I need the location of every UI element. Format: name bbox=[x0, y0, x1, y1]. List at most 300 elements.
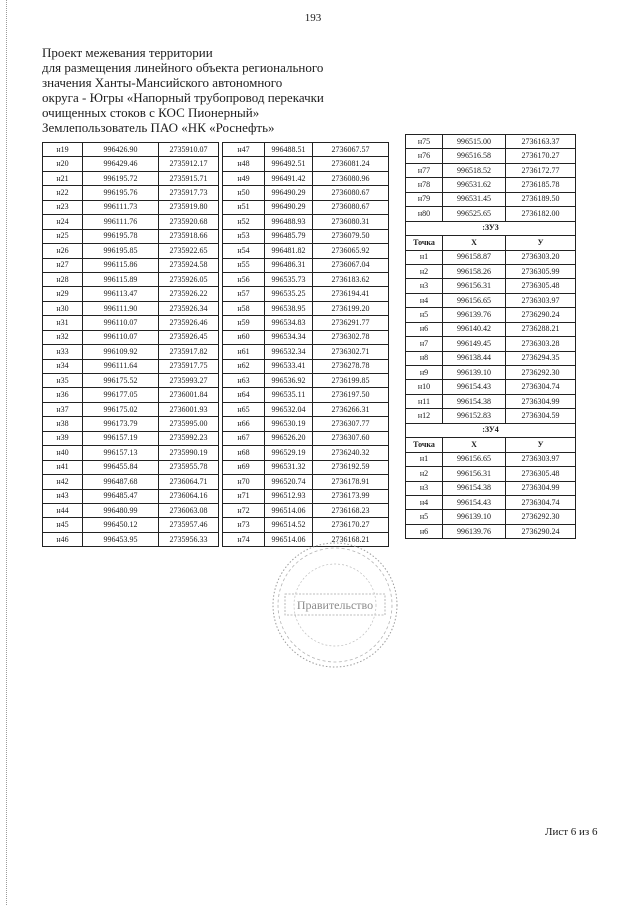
point-label: н11 bbox=[406, 394, 443, 408]
x-coordinate: 996485.79 bbox=[265, 229, 313, 243]
y-coordinate: 2735926.34 bbox=[159, 301, 219, 315]
column-header: Точка bbox=[406, 236, 443, 250]
y-coordinate: 2736172.77 bbox=[506, 163, 576, 177]
table-row bbox=[43, 215, 219, 229]
x-coordinate: 996534.83 bbox=[265, 316, 313, 330]
table-row bbox=[223, 258, 389, 272]
point-label: н47 bbox=[223, 143, 265, 157]
point-label: н65 bbox=[223, 402, 265, 416]
table-row bbox=[43, 532, 219, 546]
point-label: н33 bbox=[43, 345, 83, 359]
y-coordinate: 2736307.60 bbox=[313, 431, 389, 445]
x-coordinate: 996487.68 bbox=[83, 475, 159, 489]
table-row bbox=[223, 157, 389, 171]
column-header: Точка bbox=[406, 438, 443, 452]
point-label: н24 bbox=[43, 215, 83, 229]
point-label: н6 bbox=[406, 322, 443, 336]
point-label: н20 bbox=[43, 157, 83, 171]
y-coordinate: 2736199.85 bbox=[313, 374, 389, 388]
y-coordinate: 2736303.28 bbox=[506, 337, 576, 351]
table-row bbox=[406, 524, 576, 538]
y-coordinate: 2736168.23 bbox=[313, 503, 389, 517]
x-coordinate: 996156.65 bbox=[443, 293, 506, 307]
point-label: н27 bbox=[43, 258, 83, 272]
x-coordinate: 996158.26 bbox=[443, 264, 506, 278]
x-coordinate: 996115.86 bbox=[83, 258, 159, 272]
point-label: н32 bbox=[43, 330, 83, 344]
y-coordinate: 2736080.96 bbox=[313, 171, 389, 185]
y-coordinate: 2736183.62 bbox=[313, 272, 389, 286]
point-label: н79 bbox=[406, 192, 443, 206]
y-coordinate: 2736302.71 bbox=[313, 345, 389, 359]
x-coordinate: 996532.34 bbox=[265, 345, 313, 359]
x-coordinate: 996526.20 bbox=[265, 431, 313, 445]
point-label: н52 bbox=[223, 215, 265, 229]
table-row bbox=[223, 330, 389, 344]
table-row bbox=[43, 388, 219, 402]
table-row bbox=[43, 402, 219, 416]
x-coordinate: 996110.07 bbox=[83, 316, 159, 330]
table-row bbox=[406, 495, 576, 509]
point-label: н48 bbox=[223, 157, 265, 171]
y-coordinate: 2735926.22 bbox=[159, 287, 219, 301]
x-coordinate: 996173.79 bbox=[83, 417, 159, 431]
x-coordinate: 996139.10 bbox=[443, 510, 506, 524]
table-row bbox=[43, 186, 219, 200]
x-coordinate: 996158.87 bbox=[443, 250, 506, 264]
header-line: значения Ханты-Мансийского автономного bbox=[42, 75, 283, 90]
point-label: н44 bbox=[43, 503, 83, 517]
y-coordinate: 2736304.59 bbox=[506, 409, 576, 423]
point-label: н22 bbox=[43, 186, 83, 200]
y-coordinate: 2736307.77 bbox=[313, 417, 389, 431]
y-coordinate: 2736067.57 bbox=[313, 143, 389, 157]
table-row bbox=[43, 374, 219, 388]
y-coordinate: 2736197.50 bbox=[313, 388, 389, 402]
x-coordinate: 996111.90 bbox=[83, 301, 159, 315]
point-label: н70 bbox=[223, 475, 265, 489]
point-label: н41 bbox=[43, 460, 83, 474]
official-seal bbox=[265, 535, 405, 675]
x-coordinate: 996154.38 bbox=[443, 481, 506, 495]
y-coordinate: 2736192.59 bbox=[313, 460, 389, 474]
y-coordinate: 2735924.58 bbox=[159, 258, 219, 272]
y-coordinate: 2736302.78 bbox=[313, 330, 389, 344]
x-coordinate: 996157.13 bbox=[83, 446, 159, 460]
y-coordinate: 2735993.27 bbox=[159, 374, 219, 388]
y-coordinate: 2736001.84 bbox=[159, 388, 219, 402]
y-coordinate: 2736001.93 bbox=[159, 402, 219, 416]
point-label: н4 bbox=[406, 495, 443, 509]
header-line: Проект межевания территории bbox=[42, 45, 213, 60]
x-coordinate: 996534.34 bbox=[265, 330, 313, 344]
x-coordinate: 996156.65 bbox=[443, 452, 506, 466]
x-coordinate: 996138.44 bbox=[443, 351, 506, 365]
section-heading-row bbox=[406, 221, 576, 235]
table-row bbox=[43, 258, 219, 272]
point-label: н6 bbox=[406, 524, 443, 538]
y-coordinate: 2736178.91 bbox=[313, 475, 389, 489]
table-row bbox=[223, 388, 389, 402]
x-coordinate: 996115.89 bbox=[83, 272, 159, 286]
x-coordinate: 996516.58 bbox=[443, 149, 506, 163]
y-coordinate: 2735920.68 bbox=[159, 215, 219, 229]
table-row bbox=[43, 272, 219, 286]
x-coordinate: 996156.31 bbox=[443, 467, 506, 481]
table-row bbox=[43, 345, 219, 359]
x-coordinate: 996429.46 bbox=[83, 157, 159, 171]
point-label: н9 bbox=[406, 366, 443, 380]
point-label: н37 bbox=[43, 402, 83, 416]
table-row bbox=[406, 366, 576, 380]
table-row bbox=[43, 229, 219, 243]
section-heading-row bbox=[406, 423, 576, 437]
sheet-counter: Лист 6 из 6 bbox=[545, 826, 598, 838]
table-row bbox=[406, 409, 576, 423]
table-row bbox=[223, 503, 389, 517]
point-label: н45 bbox=[43, 518, 83, 532]
x-coordinate: 996111.76 bbox=[83, 215, 159, 229]
x-coordinate: 996140.42 bbox=[443, 322, 506, 336]
table-row bbox=[43, 475, 219, 489]
table-row bbox=[223, 374, 389, 388]
table-row bbox=[406, 135, 576, 149]
table-row bbox=[406, 351, 576, 365]
point-label: н28 bbox=[43, 272, 83, 286]
point-label: н3 bbox=[406, 481, 443, 495]
x-coordinate: 996453.95 bbox=[83, 532, 159, 546]
point-label: н50 bbox=[223, 186, 265, 200]
table-row bbox=[406, 510, 576, 524]
page-number: 193 bbox=[304, 12, 322, 24]
x-coordinate: 996525.65 bbox=[443, 207, 506, 221]
x-coordinate: 996514.06 bbox=[265, 503, 313, 517]
point-label: н43 bbox=[43, 489, 83, 503]
x-coordinate: 996535.25 bbox=[265, 287, 313, 301]
landowner-line: Землепользователь ПАО «НК «Роснефть» bbox=[42, 120, 275, 135]
table-row bbox=[43, 287, 219, 301]
y-coordinate: 2735926.05 bbox=[159, 272, 219, 286]
point-label: н29 bbox=[43, 287, 83, 301]
coordinates-table-middle bbox=[222, 142, 389, 547]
point-label: н3 bbox=[406, 279, 443, 293]
y-coordinate: 2736304.74 bbox=[506, 495, 576, 509]
x-coordinate: 996113.47 bbox=[83, 287, 159, 301]
x-coordinate: 996533.41 bbox=[265, 359, 313, 373]
y-coordinate: 2736170.27 bbox=[313, 518, 389, 532]
x-coordinate: 996512.93 bbox=[265, 489, 313, 503]
point-label: н30 bbox=[43, 301, 83, 315]
x-coordinate: 996536.92 bbox=[265, 374, 313, 388]
table-row bbox=[406, 149, 576, 163]
x-coordinate: 996488.93 bbox=[265, 215, 313, 229]
y-coordinate: 2736168.21 bbox=[313, 532, 389, 546]
x-coordinate: 996455.84 bbox=[83, 460, 159, 474]
x-coordinate: 996535.73 bbox=[265, 272, 313, 286]
y-coordinate: 2736163.37 bbox=[506, 135, 576, 149]
table-row bbox=[223, 143, 389, 157]
point-label: н4 bbox=[406, 293, 443, 307]
x-coordinate: 996109.92 bbox=[83, 345, 159, 359]
point-label: н58 bbox=[223, 301, 265, 315]
x-coordinate: 996111.64 bbox=[83, 359, 159, 373]
point-label: н36 bbox=[43, 388, 83, 402]
point-label: н53 bbox=[223, 229, 265, 243]
y-coordinate: 2735926.46 bbox=[159, 316, 219, 330]
table-row bbox=[43, 431, 219, 445]
y-coordinate: 2736292.30 bbox=[506, 366, 576, 380]
y-coordinate: 2736303.20 bbox=[506, 250, 576, 264]
point-label: н75 bbox=[406, 135, 443, 149]
point-label: н21 bbox=[43, 171, 83, 185]
x-coordinate: 996139.10 bbox=[443, 366, 506, 380]
column-header: У bbox=[506, 438, 576, 452]
point-label: н26 bbox=[43, 244, 83, 258]
point-label: н62 bbox=[223, 359, 265, 373]
document-header bbox=[42, 45, 382, 135]
x-coordinate: 996139.76 bbox=[443, 308, 506, 322]
table-row bbox=[43, 489, 219, 503]
point-label: н35 bbox=[43, 374, 83, 388]
table-row bbox=[43, 316, 219, 330]
table-row bbox=[406, 452, 576, 466]
table-row bbox=[223, 200, 389, 214]
y-coordinate: 2736199.20 bbox=[313, 301, 389, 315]
column-header: У bbox=[506, 236, 576, 250]
x-coordinate: 996531.45 bbox=[443, 192, 506, 206]
x-coordinate: 996532.04 bbox=[265, 402, 313, 416]
x-coordinate: 996480.99 bbox=[83, 503, 159, 517]
x-coordinate: 996481.82 bbox=[265, 244, 313, 258]
x-coordinate: 996152.83 bbox=[443, 409, 506, 423]
table-row bbox=[223, 518, 389, 532]
x-coordinate: 996110.07 bbox=[83, 330, 159, 344]
x-coordinate: 996531.62 bbox=[443, 178, 506, 192]
x-coordinate: 996529.19 bbox=[265, 446, 313, 460]
point-label: н74 bbox=[223, 532, 265, 546]
table-row bbox=[43, 446, 219, 460]
x-coordinate: 996520.74 bbox=[265, 475, 313, 489]
table-row bbox=[43, 244, 219, 258]
x-coordinate: 996518.52 bbox=[443, 163, 506, 177]
table-row bbox=[43, 157, 219, 171]
coordinates-table-left bbox=[42, 142, 219, 547]
y-coordinate: 2736303.97 bbox=[506, 293, 576, 307]
point-label: н7 bbox=[406, 337, 443, 351]
y-coordinate: 2735918.66 bbox=[159, 229, 219, 243]
header-line: для размещения линейного объекта регионального bbox=[42, 60, 324, 75]
section-heading: :ЗУ4 bbox=[406, 423, 576, 437]
y-coordinate: 2736170.27 bbox=[506, 149, 576, 163]
table-row bbox=[406, 467, 576, 481]
x-coordinate: 996490.29 bbox=[265, 200, 313, 214]
y-coordinate: 2736063.08 bbox=[159, 503, 219, 517]
point-label: н39 bbox=[43, 431, 83, 445]
table-row bbox=[223, 244, 389, 258]
table-row bbox=[223, 359, 389, 373]
point-label: н2 bbox=[406, 467, 443, 481]
x-coordinate: 996450.12 bbox=[83, 518, 159, 532]
point-label: н57 bbox=[223, 287, 265, 301]
y-coordinate: 2735956.33 bbox=[159, 532, 219, 546]
table-row bbox=[43, 330, 219, 344]
x-coordinate: 996538.95 bbox=[265, 301, 313, 315]
point-label: н59 bbox=[223, 316, 265, 330]
y-coordinate: 2735990.19 bbox=[159, 446, 219, 460]
table-row bbox=[223, 417, 389, 431]
y-coordinate: 2736304.99 bbox=[506, 481, 576, 495]
point-label: н54 bbox=[223, 244, 265, 258]
table-row bbox=[223, 345, 389, 359]
point-label: н2 bbox=[406, 264, 443, 278]
y-coordinate: 2736173.99 bbox=[313, 489, 389, 503]
table-row bbox=[406, 178, 576, 192]
y-coordinate: 2736081.24 bbox=[313, 157, 389, 171]
table-row bbox=[406, 322, 576, 336]
table-row bbox=[406, 337, 576, 351]
point-label: н63 bbox=[223, 374, 265, 388]
table-row bbox=[223, 215, 389, 229]
y-coordinate: 2736064.71 bbox=[159, 475, 219, 489]
x-coordinate: 996154.43 bbox=[443, 380, 506, 394]
coordinates-table-right bbox=[405, 134, 576, 539]
table-row bbox=[43, 171, 219, 185]
y-coordinate: 2736240.32 bbox=[313, 446, 389, 460]
table-row bbox=[406, 293, 576, 307]
y-coordinate: 2736080.67 bbox=[313, 186, 389, 200]
x-coordinate: 996486.31 bbox=[265, 258, 313, 272]
x-coordinate: 996485.47 bbox=[83, 489, 159, 503]
table-row bbox=[223, 475, 389, 489]
y-coordinate: 2736288.21 bbox=[506, 322, 576, 336]
table-row bbox=[223, 460, 389, 474]
point-label: н71 bbox=[223, 489, 265, 503]
y-coordinate: 2735919.80 bbox=[159, 200, 219, 214]
y-coordinate: 2736278.78 bbox=[313, 359, 389, 373]
x-coordinate: 996156.31 bbox=[443, 279, 506, 293]
x-coordinate: 996195.76 bbox=[83, 186, 159, 200]
x-coordinate: 996491.42 bbox=[265, 171, 313, 185]
x-coordinate: 996175.52 bbox=[83, 374, 159, 388]
y-coordinate: 2735917.73 bbox=[159, 186, 219, 200]
column-header-row bbox=[406, 236, 576, 250]
section-heading: :ЗУ3 bbox=[406, 221, 576, 235]
table-row bbox=[406, 394, 576, 408]
x-coordinate: 996514.52 bbox=[265, 518, 313, 532]
x-coordinate: 996175.02 bbox=[83, 402, 159, 416]
table-row bbox=[43, 417, 219, 431]
point-label: н60 bbox=[223, 330, 265, 344]
y-coordinate: 2735957.46 bbox=[159, 518, 219, 532]
y-coordinate: 2735915.71 bbox=[159, 171, 219, 185]
x-coordinate: 996154.43 bbox=[443, 495, 506, 509]
table-row bbox=[223, 446, 389, 460]
table-row bbox=[406, 207, 576, 221]
header-line: очищенных стоков с КОС Пионерный» bbox=[42, 105, 260, 120]
table-row bbox=[223, 272, 389, 286]
x-coordinate: 996530.19 bbox=[265, 417, 313, 431]
point-label: н78 bbox=[406, 178, 443, 192]
point-label: н5 bbox=[406, 510, 443, 524]
table-row bbox=[223, 316, 389, 330]
table-row bbox=[406, 380, 576, 394]
column-header-row bbox=[406, 438, 576, 452]
x-coordinate: 996177.05 bbox=[83, 388, 159, 402]
table-row bbox=[406, 481, 576, 495]
point-label: н25 bbox=[43, 229, 83, 243]
y-coordinate: 2736304.74 bbox=[506, 380, 576, 394]
y-coordinate: 2736080.67 bbox=[313, 200, 389, 214]
y-coordinate: 2736303.97 bbox=[506, 452, 576, 466]
y-coordinate: 2736189.50 bbox=[506, 192, 576, 206]
point-label: н34 bbox=[43, 359, 83, 373]
table-row bbox=[406, 279, 576, 293]
x-coordinate: 996514.06 bbox=[265, 532, 313, 546]
y-coordinate: 2735917.75 bbox=[159, 359, 219, 373]
y-coordinate: 2736304.99 bbox=[506, 394, 576, 408]
x-coordinate: 996426.90 bbox=[83, 143, 159, 157]
y-coordinate: 2736305.48 bbox=[506, 279, 576, 293]
point-label: н49 bbox=[223, 171, 265, 185]
point-label: н68 bbox=[223, 446, 265, 460]
point-label: н31 bbox=[43, 316, 83, 330]
point-label: н55 bbox=[223, 258, 265, 272]
x-coordinate: 996195.72 bbox=[83, 171, 159, 185]
y-coordinate: 2736266.31 bbox=[313, 402, 389, 416]
point-label: н10 bbox=[406, 380, 443, 394]
table-row bbox=[406, 264, 576, 278]
y-coordinate: 2736080.31 bbox=[313, 215, 389, 229]
y-coordinate: 2735922.65 bbox=[159, 244, 219, 258]
point-label: н5 bbox=[406, 308, 443, 322]
point-label: н64 bbox=[223, 388, 265, 402]
y-coordinate: 2736292.30 bbox=[506, 510, 576, 524]
point-label: н40 bbox=[43, 446, 83, 460]
point-label: н12 bbox=[406, 409, 443, 423]
point-label: н1 bbox=[406, 452, 443, 466]
table-row bbox=[43, 200, 219, 214]
point-label: н66 bbox=[223, 417, 265, 431]
y-coordinate: 2736305.99 bbox=[506, 264, 576, 278]
y-coordinate: 2736291.77 bbox=[313, 316, 389, 330]
point-label: н23 bbox=[43, 200, 83, 214]
table-row bbox=[43, 143, 219, 157]
table-row bbox=[406, 308, 576, 322]
table-row bbox=[223, 229, 389, 243]
x-coordinate: 996195.85 bbox=[83, 244, 159, 258]
x-coordinate: 996149.45 bbox=[443, 337, 506, 351]
y-coordinate: 2736065.92 bbox=[313, 244, 389, 258]
point-label: н72 bbox=[223, 503, 265, 517]
y-coordinate: 2736182.00 bbox=[506, 207, 576, 221]
y-coordinate: 2736290.24 bbox=[506, 524, 576, 538]
point-label: н19 bbox=[43, 143, 83, 157]
table-row bbox=[43, 359, 219, 373]
table-row bbox=[223, 402, 389, 416]
point-label: н80 bbox=[406, 207, 443, 221]
x-coordinate: 996139.76 bbox=[443, 524, 506, 538]
table-row bbox=[406, 163, 576, 177]
x-coordinate: 996111.73 bbox=[83, 200, 159, 214]
table-row bbox=[223, 287, 389, 301]
column-header: X bbox=[443, 438, 506, 452]
table-row bbox=[223, 171, 389, 185]
point-label: н1 bbox=[406, 250, 443, 264]
header-line: округа - Югры «Напорный трубопровод перекачки bbox=[42, 90, 324, 105]
x-coordinate: 996492.51 bbox=[265, 157, 313, 171]
x-coordinate: 996195.78 bbox=[83, 229, 159, 243]
table-row bbox=[43, 460, 219, 474]
